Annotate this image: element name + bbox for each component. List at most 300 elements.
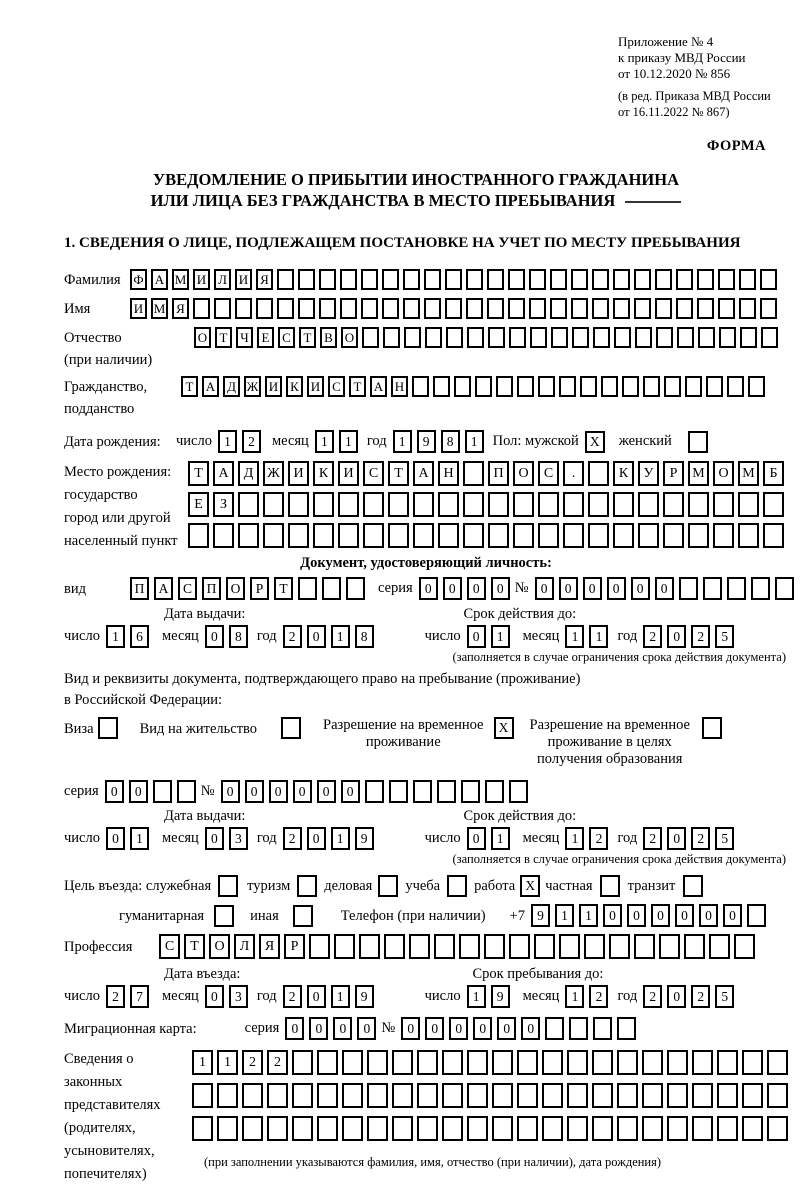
char-cell (529, 269, 546, 290)
birth-month-input[interactable] (315, 430, 363, 453)
purpose-private-checkbox[interactable] (600, 875, 620, 897)
char-cell (367, 1083, 388, 1108)
char-cell (424, 269, 441, 290)
char-cell (403, 269, 420, 290)
char-cell (767, 1050, 788, 1075)
entry-year-input[interactable] (283, 985, 379, 1008)
patronymic-label: Отчество (64, 330, 122, 346)
char-cell: 1 (579, 904, 598, 927)
char-cell: Б (763, 461, 784, 486)
char-cell (698, 327, 715, 348)
doc-valid-day-input[interactable] (467, 625, 515, 648)
char-cell: 3 (229, 985, 248, 1008)
char-cell: 0 (307, 827, 326, 850)
purpose-work-label: работа (474, 878, 516, 894)
char-cell (425, 327, 442, 348)
char-cell: Т (184, 934, 205, 959)
char-cell: И (288, 461, 309, 486)
stay-day-input[interactable] (467, 985, 515, 1008)
char-cell (242, 1116, 263, 1141)
char-cell: И (265, 376, 282, 397)
char-cell: И (338, 461, 359, 486)
char-cell (263, 492, 284, 517)
char-cell (692, 1083, 713, 1108)
char-cell (634, 269, 651, 290)
char-cell (342, 1116, 363, 1141)
issue-date-header: Дата выдачи: (164, 606, 246, 622)
char-cell: 0 (425, 1017, 444, 1040)
char-cell: 0 (419, 577, 438, 600)
char-cell: 9 (531, 904, 550, 927)
residence-series-input[interactable] (105, 780, 201, 803)
month-label: месяц (271, 433, 309, 449)
annex-edit-line: от 16.11.2022 № 867) (618, 105, 730, 119)
char-cell: 0 (401, 1017, 420, 1040)
char-cell (538, 523, 559, 548)
char-cell: О (513, 461, 534, 486)
char-cell: Ч (236, 327, 253, 348)
char-cell (683, 875, 703, 897)
purpose-study-label: учеба (405, 878, 441, 894)
number-sign: № (381, 1020, 396, 1036)
char-cell: 1 (218, 430, 237, 453)
char-cell (593, 327, 610, 348)
char-cell: 1 (130, 827, 149, 850)
doc-issue-year-input[interactable] (283, 625, 379, 648)
annex-line: от 10.12.2020 № 856 (618, 66, 731, 81)
day-label: число (64, 830, 100, 846)
char-cell (392, 1083, 413, 1108)
char-cell (727, 577, 746, 600)
char-cell (445, 298, 462, 319)
char-cell (417, 1083, 438, 1108)
char-cell (235, 298, 252, 319)
char-cell (692, 1050, 713, 1075)
char-cell: 0 (449, 1017, 468, 1040)
char-cell: 1 (565, 625, 584, 648)
purpose-private-label: частная (545, 878, 593, 894)
char-cell (214, 905, 234, 927)
temp-residence-edu-label: Разрешение на временное проживание в целях получения образования (529, 717, 690, 767)
migration-number-input[interactable] (401, 1017, 641, 1040)
char-cell: 0 (269, 780, 288, 803)
char-cell: М (688, 461, 709, 486)
purpose-official-checkbox[interactable] (218, 875, 238, 897)
char-cell (413, 492, 434, 517)
char-cell (642, 1083, 663, 1108)
char-cell (713, 492, 734, 517)
char-cell: Е (188, 492, 209, 517)
char-cell: 0 (205, 985, 224, 1008)
char-cell: У (638, 461, 659, 486)
char-cell (684, 934, 705, 959)
char-cell: 0 (675, 904, 694, 927)
char-cell (588, 492, 609, 517)
char-cell (367, 1116, 388, 1141)
char-cell (751, 577, 770, 600)
residence-valid-month-input[interactable] (565, 827, 613, 850)
given-name-input[interactable] (130, 298, 781, 319)
char-cell: 0 (655, 577, 674, 600)
char-cell: О (209, 934, 230, 959)
char-cell (467, 1083, 488, 1108)
purpose-business-checkbox[interactable] (378, 875, 398, 897)
char-cell: 0 (473, 1017, 492, 1040)
char-cell: 2 (691, 625, 710, 648)
char-cell (342, 1083, 363, 1108)
char-cell: С (159, 934, 180, 959)
char-cell: 0 (205, 827, 224, 850)
char-cell (267, 1116, 288, 1141)
birth-year-input[interactable] (393, 430, 489, 453)
char-cell (217, 1116, 238, 1141)
char-cell (188, 523, 209, 548)
char-cell: X (520, 875, 540, 897)
char-cell: А (413, 461, 434, 486)
char-cell (767, 1116, 788, 1141)
char-cell (550, 269, 567, 290)
char-cell: А (154, 577, 173, 600)
char-cell (638, 523, 659, 548)
number-sign: № (200, 783, 215, 799)
char-cell (563, 523, 584, 548)
char-cell: 2 (589, 985, 608, 1008)
char-cell: 7 (130, 985, 149, 1008)
doc-valid-month-input[interactable] (565, 625, 613, 648)
entry-day-input[interactable] (106, 985, 154, 1008)
char-cell (338, 523, 359, 548)
char-cell (492, 1050, 513, 1075)
char-cell: 8 (441, 430, 460, 453)
char-cell (709, 934, 730, 959)
char-cell (571, 298, 588, 319)
char-cell (534, 934, 555, 959)
visa-label: Виза (64, 721, 94, 737)
birth-place-row3-input[interactable] (188, 523, 788, 548)
identity-doc-header: Документ, удостоверяющий личность: (300, 555, 552, 571)
representatives-row2-input[interactable] (192, 1083, 792, 1108)
doc-number-input[interactable] (535, 577, 799, 600)
stay-year-input[interactable] (643, 985, 739, 1008)
char-cell (413, 523, 434, 548)
char-cell (509, 327, 526, 348)
sex-female-checkbox[interactable] (688, 431, 708, 453)
char-cell (761, 327, 778, 348)
char-cell: П (488, 461, 509, 486)
char-cell: О (226, 577, 245, 600)
char-cell (442, 1116, 463, 1141)
char-cell: Я (256, 269, 273, 290)
profession-input[interactable] (159, 934, 759, 959)
surname-input[interactable] (130, 269, 781, 290)
year-label: год (617, 830, 638, 846)
char-cell (763, 523, 784, 548)
char-cell (592, 269, 609, 290)
year-label: год (617, 628, 638, 644)
char-cell: Д (223, 376, 240, 397)
char-cell (580, 376, 597, 397)
char-cell (334, 934, 355, 959)
char-cell: 1 (589, 625, 608, 648)
char-cell: Л (214, 269, 231, 290)
char-cell (748, 376, 765, 397)
char-cell: 6 (130, 625, 149, 648)
char-cell (263, 523, 284, 548)
representatives-row1-input[interactable] (192, 1050, 792, 1075)
purpose-transit-checkbox[interactable] (683, 875, 703, 897)
char-cell: И (193, 269, 210, 290)
char-cell (292, 1083, 313, 1108)
char-cell: А (151, 269, 168, 290)
char-cell (717, 1116, 738, 1141)
char-cell: 0 (357, 1017, 376, 1040)
char-cell (363, 523, 384, 548)
section-1-title: 1. СВЕДЕНИЯ О ЛИЦЕ, ПОДЛЕЖАЩЕМ ПОСТАНОВКЕ НА УЧЕТ ПО МЕСТУ ПРЕБЫВАНИЯ (64, 235, 741, 251)
char-cell: Я (259, 934, 280, 959)
visa-checkbox[interactable] (98, 717, 118, 739)
annex-line: к приказу МВД России (618, 50, 746, 65)
char-cell (742, 1116, 763, 1141)
char-cell (412, 376, 429, 397)
char-cell: 0 (307, 985, 326, 1008)
temp-residence-edu-checkbox[interactable] (702, 717, 722, 739)
char-cell: 3 (229, 827, 248, 850)
forma-label: ФОРМА (706, 138, 766, 154)
char-cell (313, 523, 334, 548)
char-cell (153, 780, 172, 803)
char-cell: И (130, 298, 147, 319)
birth-place-row2-input[interactable] (188, 492, 788, 517)
char-cell (760, 298, 777, 319)
char-cell (667, 1116, 688, 1141)
char-cell (319, 298, 336, 319)
char-cell: В (320, 327, 337, 348)
purpose-transit-label: транзит (627, 878, 676, 894)
char-cell (238, 523, 259, 548)
stay-month-input[interactable] (565, 985, 613, 1008)
char-cell: 2 (691, 985, 710, 1008)
char-cell: 0 (443, 577, 462, 600)
char-cell (739, 269, 756, 290)
char-cell (288, 523, 309, 548)
char-cell: 2 (643, 827, 662, 850)
char-cell (601, 376, 618, 397)
char-cell (403, 298, 420, 319)
char-cell: 0 (583, 577, 602, 600)
char-cell: 2 (106, 985, 125, 1008)
profession-label: Профессия (64, 939, 133, 955)
sex-female-label: женский (618, 433, 672, 449)
char-cell (292, 1116, 313, 1141)
patronymic-input[interactable] (194, 327, 782, 348)
char-cell (702, 717, 722, 739)
char-cell (492, 1116, 513, 1141)
birth-day-input[interactable] (218, 430, 266, 453)
char-cell (413, 780, 432, 803)
purpose-other-checkbox[interactable] (293, 905, 313, 927)
purpose-tourism-label: туризм (247, 878, 291, 894)
char-cell (617, 1050, 638, 1075)
char-cell (655, 269, 672, 290)
char-cell: О (194, 327, 211, 348)
char-cell (738, 523, 759, 548)
char-cell (588, 523, 609, 548)
char-cell (359, 934, 380, 959)
doc-type-input[interactable] (130, 577, 370, 600)
residence-permit-checkbox[interactable] (281, 717, 301, 739)
char-cell: 1 (555, 904, 574, 927)
char-cell: С (278, 327, 295, 348)
char-cell: 2 (691, 827, 710, 850)
char-cell: М (172, 269, 189, 290)
char-cell (664, 376, 681, 397)
char-cell (322, 577, 341, 600)
residence-valid-year-input[interactable] (643, 827, 739, 850)
residence-issue-day-input[interactable] (106, 827, 154, 850)
char-cell (417, 1050, 438, 1075)
purpose-humanitarian-checkbox[interactable] (214, 905, 234, 927)
char-cell (718, 298, 735, 319)
char-cell: 0 (245, 780, 264, 803)
char-cell: Ж (244, 376, 261, 397)
restriction-note: (заполняется в случае ограничения срока действия документа) (452, 852, 786, 866)
char-cell: 9 (491, 985, 510, 1008)
entry-date-header: Дата въезда: (164, 966, 241, 982)
char-cell (297, 875, 317, 897)
year-label: год (256, 988, 277, 1004)
char-cell: 2 (643, 625, 662, 648)
char-cell: О (341, 327, 358, 348)
char-cell: 0 (467, 625, 486, 648)
char-cell (340, 269, 357, 290)
year-label: год (366, 433, 387, 449)
char-cell: П (202, 577, 221, 600)
char-cell: 0 (285, 1017, 304, 1040)
char-cell (559, 934, 580, 959)
doc-valid-year-input[interactable] (643, 625, 739, 648)
citizenship-sublabel: подданство (64, 401, 135, 417)
char-cell (242, 1083, 263, 1108)
char-cell: С (328, 376, 345, 397)
day-label: число (424, 988, 461, 1004)
char-cell (292, 1050, 313, 1075)
residence-number-input[interactable] (221, 780, 533, 803)
char-cell (485, 780, 504, 803)
entry-month-input[interactable] (205, 985, 253, 1008)
purpose-tourism-checkbox[interactable] (297, 875, 317, 897)
doc-series-input[interactable] (419, 577, 515, 600)
day-label: число (424, 628, 461, 644)
doc-issue-month-input[interactable] (205, 625, 253, 648)
char-cell: А (202, 376, 219, 397)
char-cell (569, 1017, 588, 1040)
char-cell (638, 492, 659, 517)
birth-place-row1-input[interactable] (188, 461, 788, 486)
char-cell (192, 1083, 213, 1108)
char-cell (213, 523, 234, 548)
annex-line: Приложение № 4 (618, 34, 714, 49)
char-cell: 0 (293, 780, 312, 803)
doc-issue-day-input[interactable] (106, 625, 154, 648)
char-cell (409, 934, 430, 959)
char-cell: 0 (667, 985, 686, 1008)
representatives-note: (при заполнении указываются фамилия, имя, отчество (при наличии), дата рождения) (204, 1155, 662, 1169)
char-cell: Д (238, 461, 259, 486)
sex-male-checkbox[interactable] (585, 431, 605, 453)
month-label: месяц (161, 628, 199, 644)
char-cell (688, 492, 709, 517)
residence-issue-month-input[interactable] (205, 827, 253, 850)
char-cell (542, 1050, 563, 1075)
migration-series-input[interactable] (285, 1017, 381, 1040)
char-cell (98, 717, 118, 739)
char-cell (338, 492, 359, 517)
char-cell: 0 (497, 1017, 516, 1040)
residence-valid-day-input[interactable] (467, 827, 515, 850)
char-cell: З (213, 492, 234, 517)
char-cell (404, 327, 421, 348)
char-cell: Е (257, 327, 274, 348)
char-cell (461, 780, 480, 803)
representatives-label-line: законных (64, 1074, 123, 1090)
purpose-study-checkbox[interactable] (447, 875, 467, 897)
char-cell: 0 (603, 904, 622, 927)
char-cell: 1 (465, 430, 484, 453)
char-cell (277, 298, 294, 319)
restriction-note: (заполняется в случае ограничения срока действия документа) (452, 650, 786, 664)
month-label: месяц (522, 628, 560, 644)
char-cell: Р (663, 461, 684, 486)
char-cell: X (494, 717, 514, 739)
char-cell: С (538, 461, 559, 486)
char-cell (697, 298, 714, 319)
citizenship-input[interactable] (181, 376, 769, 397)
char-cell: 1 (217, 1050, 238, 1075)
char-cell (572, 327, 589, 348)
char-cell: 1 (331, 625, 350, 648)
representatives-row3-input[interactable] (192, 1116, 792, 1141)
char-cell: 0 (467, 577, 486, 600)
char-cell (361, 298, 378, 319)
char-cell (719, 327, 736, 348)
char-cell (388, 523, 409, 548)
char-cell (340, 298, 357, 319)
char-cell: 1 (315, 430, 334, 453)
char-cell: 1 (565, 985, 584, 1008)
char-cell (717, 1083, 738, 1108)
representatives-label-line: Сведения о (64, 1051, 134, 1067)
temp-residence-checkbox[interactable] (494, 717, 514, 739)
given-name-label: Имя (64, 301, 91, 317)
char-cell: Т (181, 376, 198, 397)
residence-issue-year-input[interactable] (283, 827, 379, 850)
month-label: месяц (161, 830, 199, 846)
char-cell (600, 875, 620, 897)
phone-prefix: +7 (509, 907, 525, 924)
phone-input[interactable] (531, 904, 771, 927)
char-cell (738, 492, 759, 517)
char-cell (588, 461, 609, 486)
char-cell (679, 577, 698, 600)
char-cell (538, 492, 559, 517)
day-label: число (64, 628, 100, 644)
char-cell (281, 717, 301, 739)
char-cell (277, 269, 294, 290)
char-cell: X (585, 431, 605, 453)
char-cell (642, 1050, 663, 1075)
purpose-work-checkbox[interactable] (520, 875, 540, 897)
char-cell (517, 1083, 538, 1108)
